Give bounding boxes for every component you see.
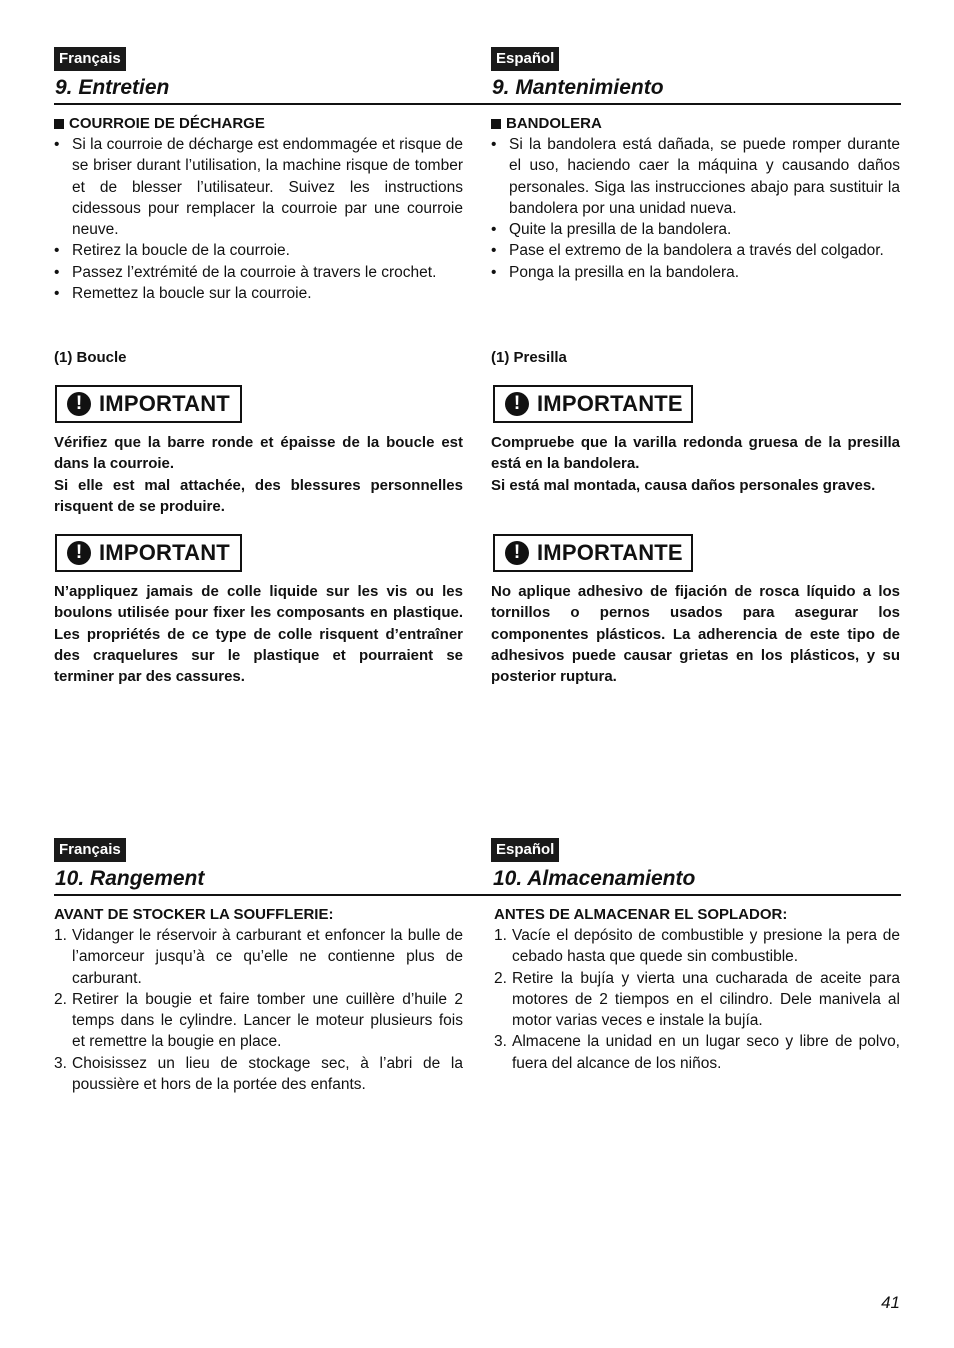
important-text-es-2: No aplique adhesivo de fijación de rosca líquido a los tornillos o pernos usados para asegurar los componentes plásticos. La adherencia de este tipo de adhesivos puede causar grietas en los plásticos, y su posterior ruptura. bbox=[491, 583, 900, 686]
square-bullet-icon bbox=[491, 119, 501, 129]
important-label: IMPORTANT bbox=[99, 391, 230, 416]
exclamation-icon: ! bbox=[67, 392, 91, 416]
exclamation-icon: ! bbox=[505, 392, 529, 416]
page-number: 41 bbox=[881, 1293, 900, 1312]
section-title-entretien: 9. Entretien bbox=[55, 76, 170, 99]
caption-presilla: (1) Presilla bbox=[491, 349, 567, 366]
important-box-es-2 bbox=[493, 534, 693, 572]
important-text-es-1: Compruebe que la varilla redonda gruesa de la presilla está en la bandolera. Si está mal montada, causa daños personales graves. bbox=[491, 434, 900, 494]
maintenance-body-fr bbox=[54, 113, 463, 304]
list-item: • Si la bandolera está dañada, se puede romper durante el uso, haciendo caer la máquina y causando daños personales. Siga las instrucciones abajo para sustituir la bandolera por una unidad nueva. bbox=[491, 134, 900, 219]
list-item: • Ponga la presilla en la bandolera. bbox=[491, 262, 900, 283]
maintenance-body-es bbox=[491, 113, 900, 283]
bullet-list-fr bbox=[54, 134, 463, 304]
list-item: • Retirez la boucle de la courroie. bbox=[54, 240, 463, 261]
exclamation-icon: ! bbox=[67, 541, 91, 565]
important-label: IMPORTANTE bbox=[537, 540, 683, 565]
section-rule bbox=[54, 103, 901, 105]
lang-tag-es: Español bbox=[491, 47, 559, 71]
list-item: • Remettez la boucle sur la courroie. bbox=[54, 283, 463, 304]
list-item: • Pase el extremo de la bandolera a través del colgador. bbox=[491, 240, 900, 261]
list-item: • Passez l’extrémité de la courroie à travers le crochet. bbox=[54, 262, 463, 283]
caption-boucle: (1) Boucle bbox=[54, 349, 127, 366]
important-label: IMPORTANTE bbox=[537, 391, 683, 416]
exclamation-icon: ! bbox=[505, 541, 529, 565]
section-rule bbox=[54, 894, 901, 896]
important-box-fr-2 bbox=[55, 534, 242, 572]
list-item: 3. Choisissez un lieu de stockage sec, à l’abri de la poussière et hors de la portée des enfants. bbox=[54, 1054, 463, 1094]
subhead-courroie: COURROIE DE DÉCHARGE bbox=[54, 113, 463, 134]
subhead-bandolera: BANDOLERA bbox=[491, 113, 900, 134]
subhead-avant-stocker: AVANT DE STOCKER LA SOUFFLERIE: bbox=[54, 906, 334, 923]
list-item: 1. Vidanger le réservoir à carburant et enfoncer la bulle de l’amorceur jusqu’à ce qu’elle ne contienne plus de carburant. bbox=[54, 927, 463, 987]
steps-list-fr bbox=[54, 925, 463, 1095]
section-title-rangement: 10. Rangement bbox=[55, 867, 205, 890]
list-item: 2. Retire la bujía y vierta una cucharada de aceite para motores de 2 tiempos en el cilindro. Dele manivela al motor varias veces e instale la bujía. bbox=[494, 969, 900, 1030]
lang-tag-es-storage: Español bbox=[491, 838, 559, 862]
steps-list-es bbox=[494, 925, 900, 1074]
important-text-fr-2: N’appliquez jamais de colle liquide sur les vis ou les boulons utilisée pour fixer les composants en plastique. Les propriétés de ce type de colle risquent d’entraîner des craquelures sur le plastique et pourraient se terminer par des cassures. bbox=[54, 583, 463, 686]
important-box-es-1 bbox=[493, 385, 693, 423]
storage-body-fr bbox=[54, 904, 463, 1095]
important-box-fr-1 bbox=[55, 385, 242, 423]
important-label: IMPORTANT bbox=[99, 540, 230, 565]
bullet-list-es bbox=[491, 134, 900, 283]
list-item: 3. Almacene la unidad en un lugar seco y libre de polvo, fuera del alcance de los niños. bbox=[494, 1033, 900, 1072]
list-item: • Si la courroie de décharge est endommagée et risque de se briser durant l’utilisation, la machine risque de tomber et de blesser l’utilisateur. Suivez les instructions cidessous pour remplacer la courroie par une courroie neuve. bbox=[54, 134, 463, 240]
section-title-mantenimiento: 9. Mantenimiento bbox=[492, 76, 664, 99]
list-item: 2. Retirer la bougie et faire tomber une cuillère d’huile 2 temps dans le cylindre. Lancer le moteur plusieurs fois et remettre la bougie en place. bbox=[54, 990, 463, 1051]
important-text-fr-1: Vérifiez que la barre ronde et épaisse de la boucle est dans la courroie. Si elle est mal attachée, des blessures personnelles risquent de se produire. bbox=[54, 434, 463, 515]
lang-tag-fr-storage: Français bbox=[54, 838, 126, 862]
list-item: • Quite la presilla de la bandolera. bbox=[491, 219, 900, 240]
subhead-antes-almacenar: ANTES DE ALMACENAR EL SOPLADOR: bbox=[494, 906, 788, 923]
square-bullet-icon bbox=[54, 119, 64, 129]
list-item: 1. Vacíe el depósito de combustible y presione la pera de cebado hasta que quede sin combustible. bbox=[494, 927, 900, 966]
lang-tag-fr: Français bbox=[54, 47, 126, 71]
section-title-almacenamiento: 10. Almacenamiento bbox=[493, 867, 696, 890]
storage-body-es bbox=[494, 904, 900, 1074]
